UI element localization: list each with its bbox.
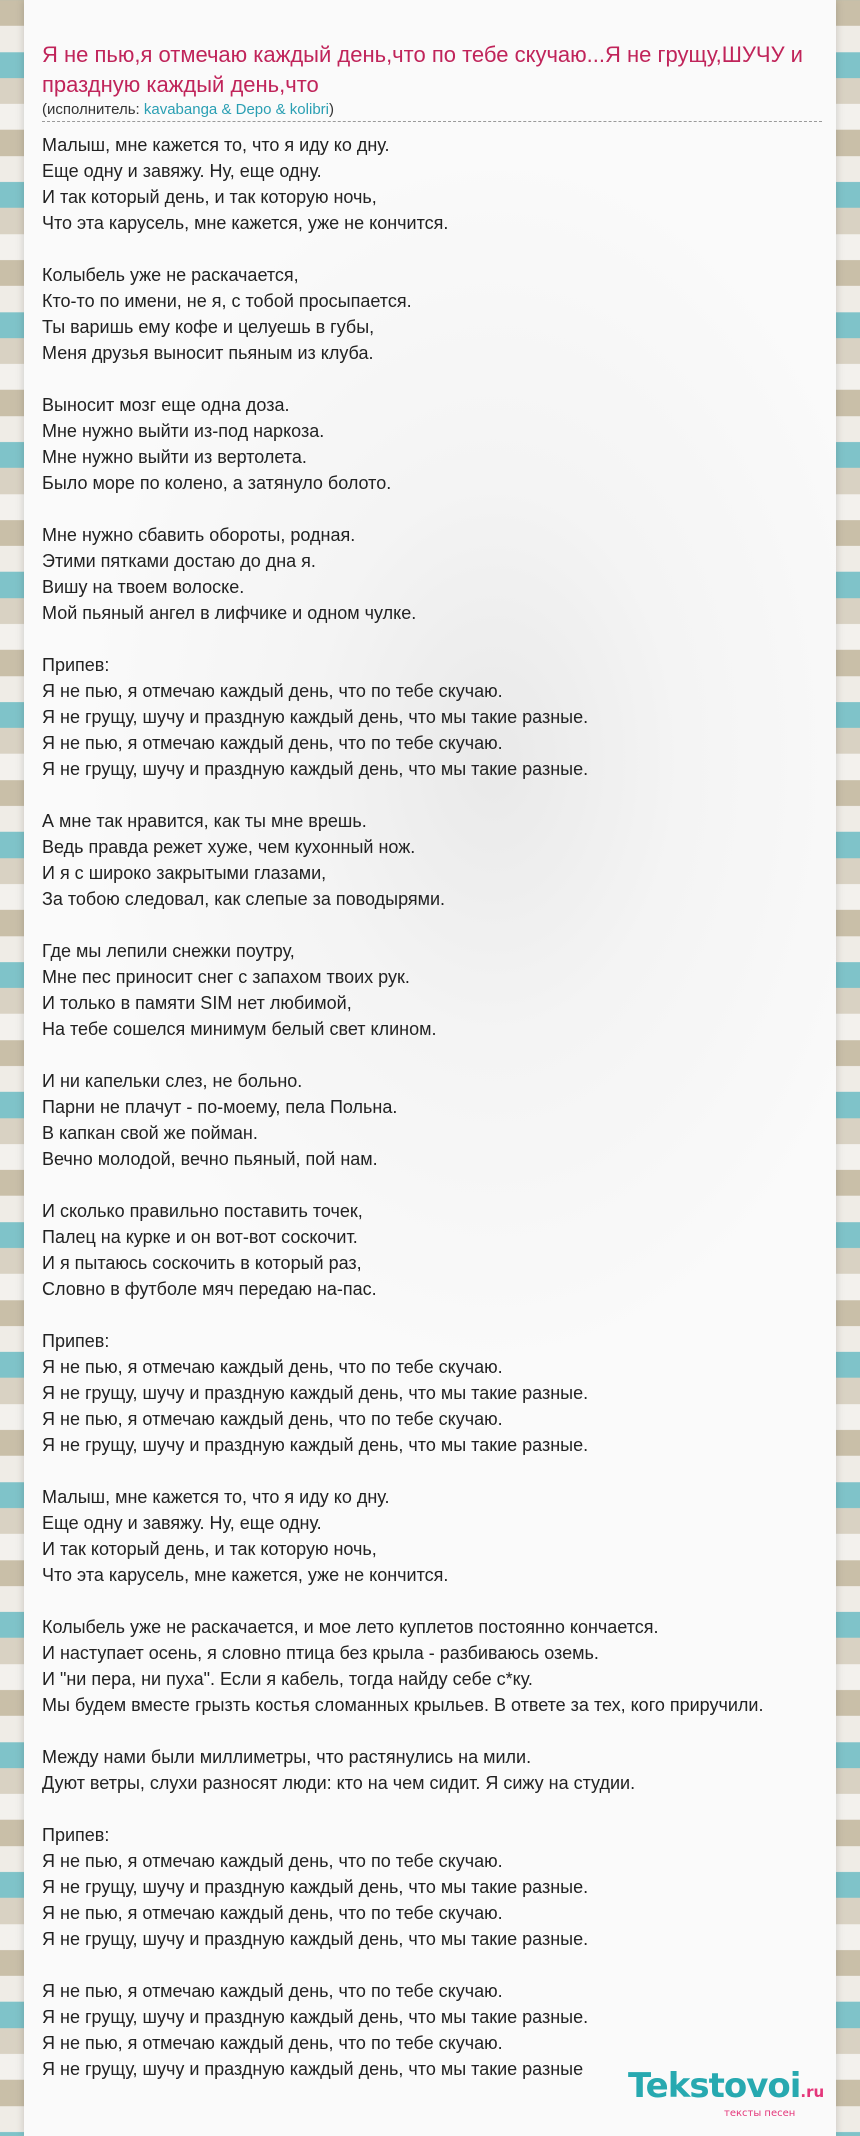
lyrics-body xyxy=(42,132,860,2108)
lyrics-line: И ни капельки слез, не больно. xyxy=(42,1071,303,1091)
lyrics-line: Я не пью, я отмечаю каждый день, что по тебе скучаю. xyxy=(42,1903,503,1923)
lyrics-line: И наступает осень, я словно птица без крыла - разбиваюсь оземь. xyxy=(42,1643,599,1663)
lyrics-line: Я не грущу, шучу и праздную каждый день, что мы такие разные. xyxy=(42,759,589,779)
lyrics-line: Парни не плачут - по-моему, пела Польна. xyxy=(42,1097,398,1117)
lyrics-line: Припев: xyxy=(42,655,110,675)
lyrics-stanza xyxy=(42,808,860,912)
lyrics-line: Я не грущу, шучу и праздную каждый день, что мы такие разные xyxy=(42,2059,584,2079)
lyrics-line: А мне так нравится, как ты мне врешь. xyxy=(42,811,367,831)
lyrics-line: Я не пью, я отмечаю каждый день, что по тебе скучаю. xyxy=(42,1981,503,2001)
logo-tagline: тексты песен xyxy=(724,2108,796,2119)
logo-wordmark xyxy=(628,2066,848,2106)
lyrics-line: Палец на курке и он вот-вот соскочит. xyxy=(42,1227,358,1247)
lyrics-line: Я не пью, я отмечаю каждый день, что по тебе скучаю. xyxy=(42,1851,503,1871)
performer-suffix: ) xyxy=(329,101,334,118)
content-panel xyxy=(24,0,836,2136)
lyrics-stanza xyxy=(42,652,860,782)
artist-link[interactable]: kavabanga & Depo & kolibri xyxy=(143,101,329,118)
logo-name: Tekstovoi xyxy=(628,2066,801,2106)
lyrics-line: Припев: xyxy=(42,1331,110,1351)
lyrics-line: Ведь правда режет хуже, чем кухонный нож. xyxy=(42,837,416,857)
lyrics-line: Было море по колено, а затянуло болото. xyxy=(42,473,392,493)
lyrics-stanza xyxy=(42,132,860,236)
lyrics-line: Я не грущу, шучу и праздную каждый день, что мы такие разные. xyxy=(42,1929,589,1949)
performer-prefix: (исполнитель: xyxy=(42,101,144,118)
lyrics-line: Я не пью, я отмечаю каждый день, что по тебе скучаю. xyxy=(42,1357,503,1377)
lyrics-line: Между нами были миллиметры, что растянулись на мили. xyxy=(42,1747,532,1767)
lyrics-line: Мне нужно сбавить обороты, родная. xyxy=(42,525,356,545)
lyrics-line: Еще одну и завяжу. Ну, еще одну. xyxy=(42,1513,322,1533)
lyrics-line: Что эта карусель, мне кажется, уже не кончится. xyxy=(42,213,449,233)
lyrics-line: Мне нужно выйти из вертолета. xyxy=(42,447,307,467)
lyrics-stanza xyxy=(42,1614,860,1718)
lyrics-stanza xyxy=(42,392,860,496)
lyrics-line: Мне нужно выйти из-под наркоза. xyxy=(42,421,325,441)
lyrics-line: Кто-то по имени, не я, с тобой просыпается. xyxy=(42,291,412,311)
lyrics-line: И сколько правильно поставить точек, xyxy=(42,1201,363,1221)
lyrics-line: Я не грущу, шучу и праздную каждый день, что мы такие разные. xyxy=(42,2007,589,2027)
song-title: Я не пью,я отмечаю каждый день,что по тебе скучаю...Я не грущу,ШУЧУ и праздную каждый день,что xyxy=(42,42,803,97)
lyrics-line: И так который день, и так которую ночь, xyxy=(42,1539,377,1559)
lyrics-stanza xyxy=(42,1198,860,1302)
lyrics-line: Я не грущу, шучу и праздную каждый день, что мы такие разные. xyxy=(42,707,589,727)
site-logo[interactable] xyxy=(628,2066,848,2126)
lyrics-line: В капкан свой же пойман. xyxy=(42,1123,258,1143)
lyrics-line: Что эта карусель, мне кажется, уже не кончится. xyxy=(42,1565,449,1585)
lyrics-line: Я не грущу, шучу и праздную каждый день, что мы такие разные. xyxy=(42,1435,589,1455)
lyrics-line: Я не грущу, шучу и праздную каждый день, что мы такие разные. xyxy=(42,1383,589,1403)
lyrics-line: Малыш, мне кажется то, что я иду ко дну. xyxy=(42,135,390,155)
lyrics-line: И я пытаюсь соскочить в который раз, xyxy=(42,1253,362,1273)
lyrics-line: И я с широко закрытыми глазами, xyxy=(42,863,327,883)
lyrics-line: Вечно молодой, вечно пьяный, пой нам. xyxy=(42,1149,378,1169)
lyrics-line: Я не пью, я отмечаю каждый день, что по тебе скучаю. xyxy=(42,681,503,701)
lyrics-stanza xyxy=(42,262,860,366)
lyrics-stanza xyxy=(42,1328,860,1458)
lyrics-line: Мой пьяный ангел в лифчике и одном чулке. xyxy=(42,603,417,623)
lyrics-line: Колыбель уже не раскачается, и мое лето куплетов постоянно кончается. xyxy=(42,1617,659,1637)
lyrics-stanza xyxy=(42,1744,860,1796)
lyrics-line: Меня друзья выносит пьяным из клуба. xyxy=(42,343,374,363)
lyrics-line: Я не грущу, шучу и праздную каждый день, что мы такие разные. xyxy=(42,1877,589,1897)
song-header xyxy=(42,40,822,122)
lyrics-stanza xyxy=(42,1068,860,1172)
lyrics-line: И так который день, и так которую ночь, xyxy=(42,187,377,207)
logo-tld: .ru xyxy=(800,2083,825,2101)
lyrics-line: Вишу на твоем волоске. xyxy=(42,577,245,597)
performer-line xyxy=(42,101,822,122)
lyrics-line: Я не пью, я отмечаю каждый день, что по тебе скучаю. xyxy=(42,2033,503,2053)
lyrics-stanza xyxy=(42,938,860,1042)
lyrics-line: Мне пес приносит снег с запахом твоих рук. xyxy=(42,967,410,987)
lyrics-line: Этими пятками достаю до дна я. xyxy=(42,551,316,571)
lyrics-line: Мы будем вместе грызть костья сломанных крыльев. В ответе за тех, кого приручили. xyxy=(42,1695,764,1715)
lyrics-line: Где мы лепили снежки поутру, xyxy=(42,941,295,961)
lyrics-line: И только в памяти SIM нет любимой, xyxy=(42,993,352,1013)
lyrics-line: И "ни пера, ни пуха". Если я кабель, тогда найду себе с*ку. xyxy=(42,1669,533,1689)
lyrics-line: Я не пью, я отмечаю каждый день, что по тебе скучаю. xyxy=(42,1409,503,1429)
lyrics-line: Дуют ветры, слухи разносят люди: кто на чем сидит. Я сижу на студии. xyxy=(42,1773,636,1793)
lyrics-line: Малыш, мне кажется то, что я иду ко дну. xyxy=(42,1487,390,1507)
lyrics-line: Колыбель уже не раскачается, xyxy=(42,265,299,285)
lyrics-stanza xyxy=(42,522,860,626)
lyrics-line: За тобою следовал, как слепые за поводырями. xyxy=(42,889,446,909)
lyrics-line: Еще одну и завяжу. Ну, еще одну. xyxy=(42,161,322,181)
lyrics-line: Словно в футболе мяч передаю на-пас. xyxy=(42,1279,377,1299)
lyrics-line: Припев: xyxy=(42,1825,110,1845)
lyrics-line: Я не пью, я отмечаю каждый день, что по тебе скучаю. xyxy=(42,733,503,753)
lyrics-stanza xyxy=(42,1484,860,1588)
lyrics-stanza xyxy=(42,1822,860,1952)
lyrics-line: На тебе сошелся минимум белый свет клином. xyxy=(42,1019,437,1039)
lyrics-line: Выносит мозг еще одна доза. xyxy=(42,395,290,415)
lyrics-line: Ты варишь ему кофе и целуешь в губы, xyxy=(42,317,375,337)
